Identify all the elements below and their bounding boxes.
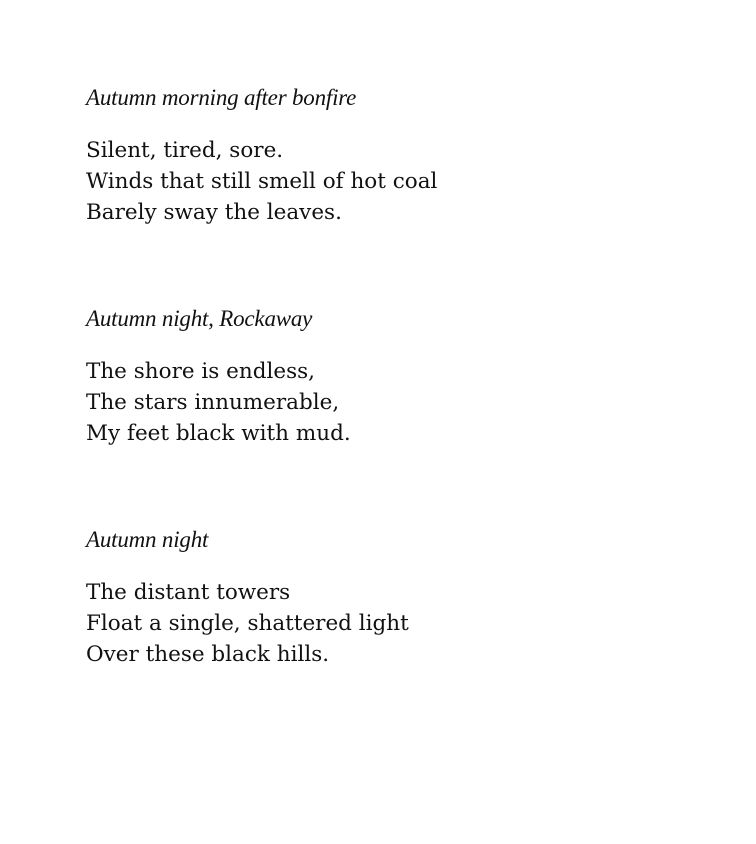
poem-autumn-night-rockaway — [86, 305, 726, 449]
poem-line: The shore is endless, — [86, 359, 315, 384]
poem-autumn-night — [86, 526, 726, 670]
poem-line: The stars innumerable, — [86, 390, 340, 415]
poem-line: The distant towers — [86, 580, 291, 605]
poem-title: Autumn night, Rockaway — [86, 306, 313, 331]
poem-line: Winds that still smell of hot coal — [86, 169, 438, 194]
poem-title: Autumn night — [86, 527, 209, 552]
poem-line: My feet black with mud. — [86, 421, 351, 446]
poem-line: Barely sway the leaves. — [86, 200, 342, 225]
poem-title: Autumn morning after bonfire — [86, 85, 357, 110]
poem-line: Silent, tired, sore. — [86, 138, 284, 163]
poem-line: Float a single, shattered light — [86, 611, 409, 636]
poem-page — [86, 84, 726, 670]
poem-autumn-morning-after-bonfire — [86, 84, 726, 228]
poem-stanza — [86, 356, 726, 449]
poem-line: Over these black hills. — [86, 642, 330, 667]
poem-stanza — [86, 577, 726, 670]
poem-stanza — [86, 135, 726, 228]
